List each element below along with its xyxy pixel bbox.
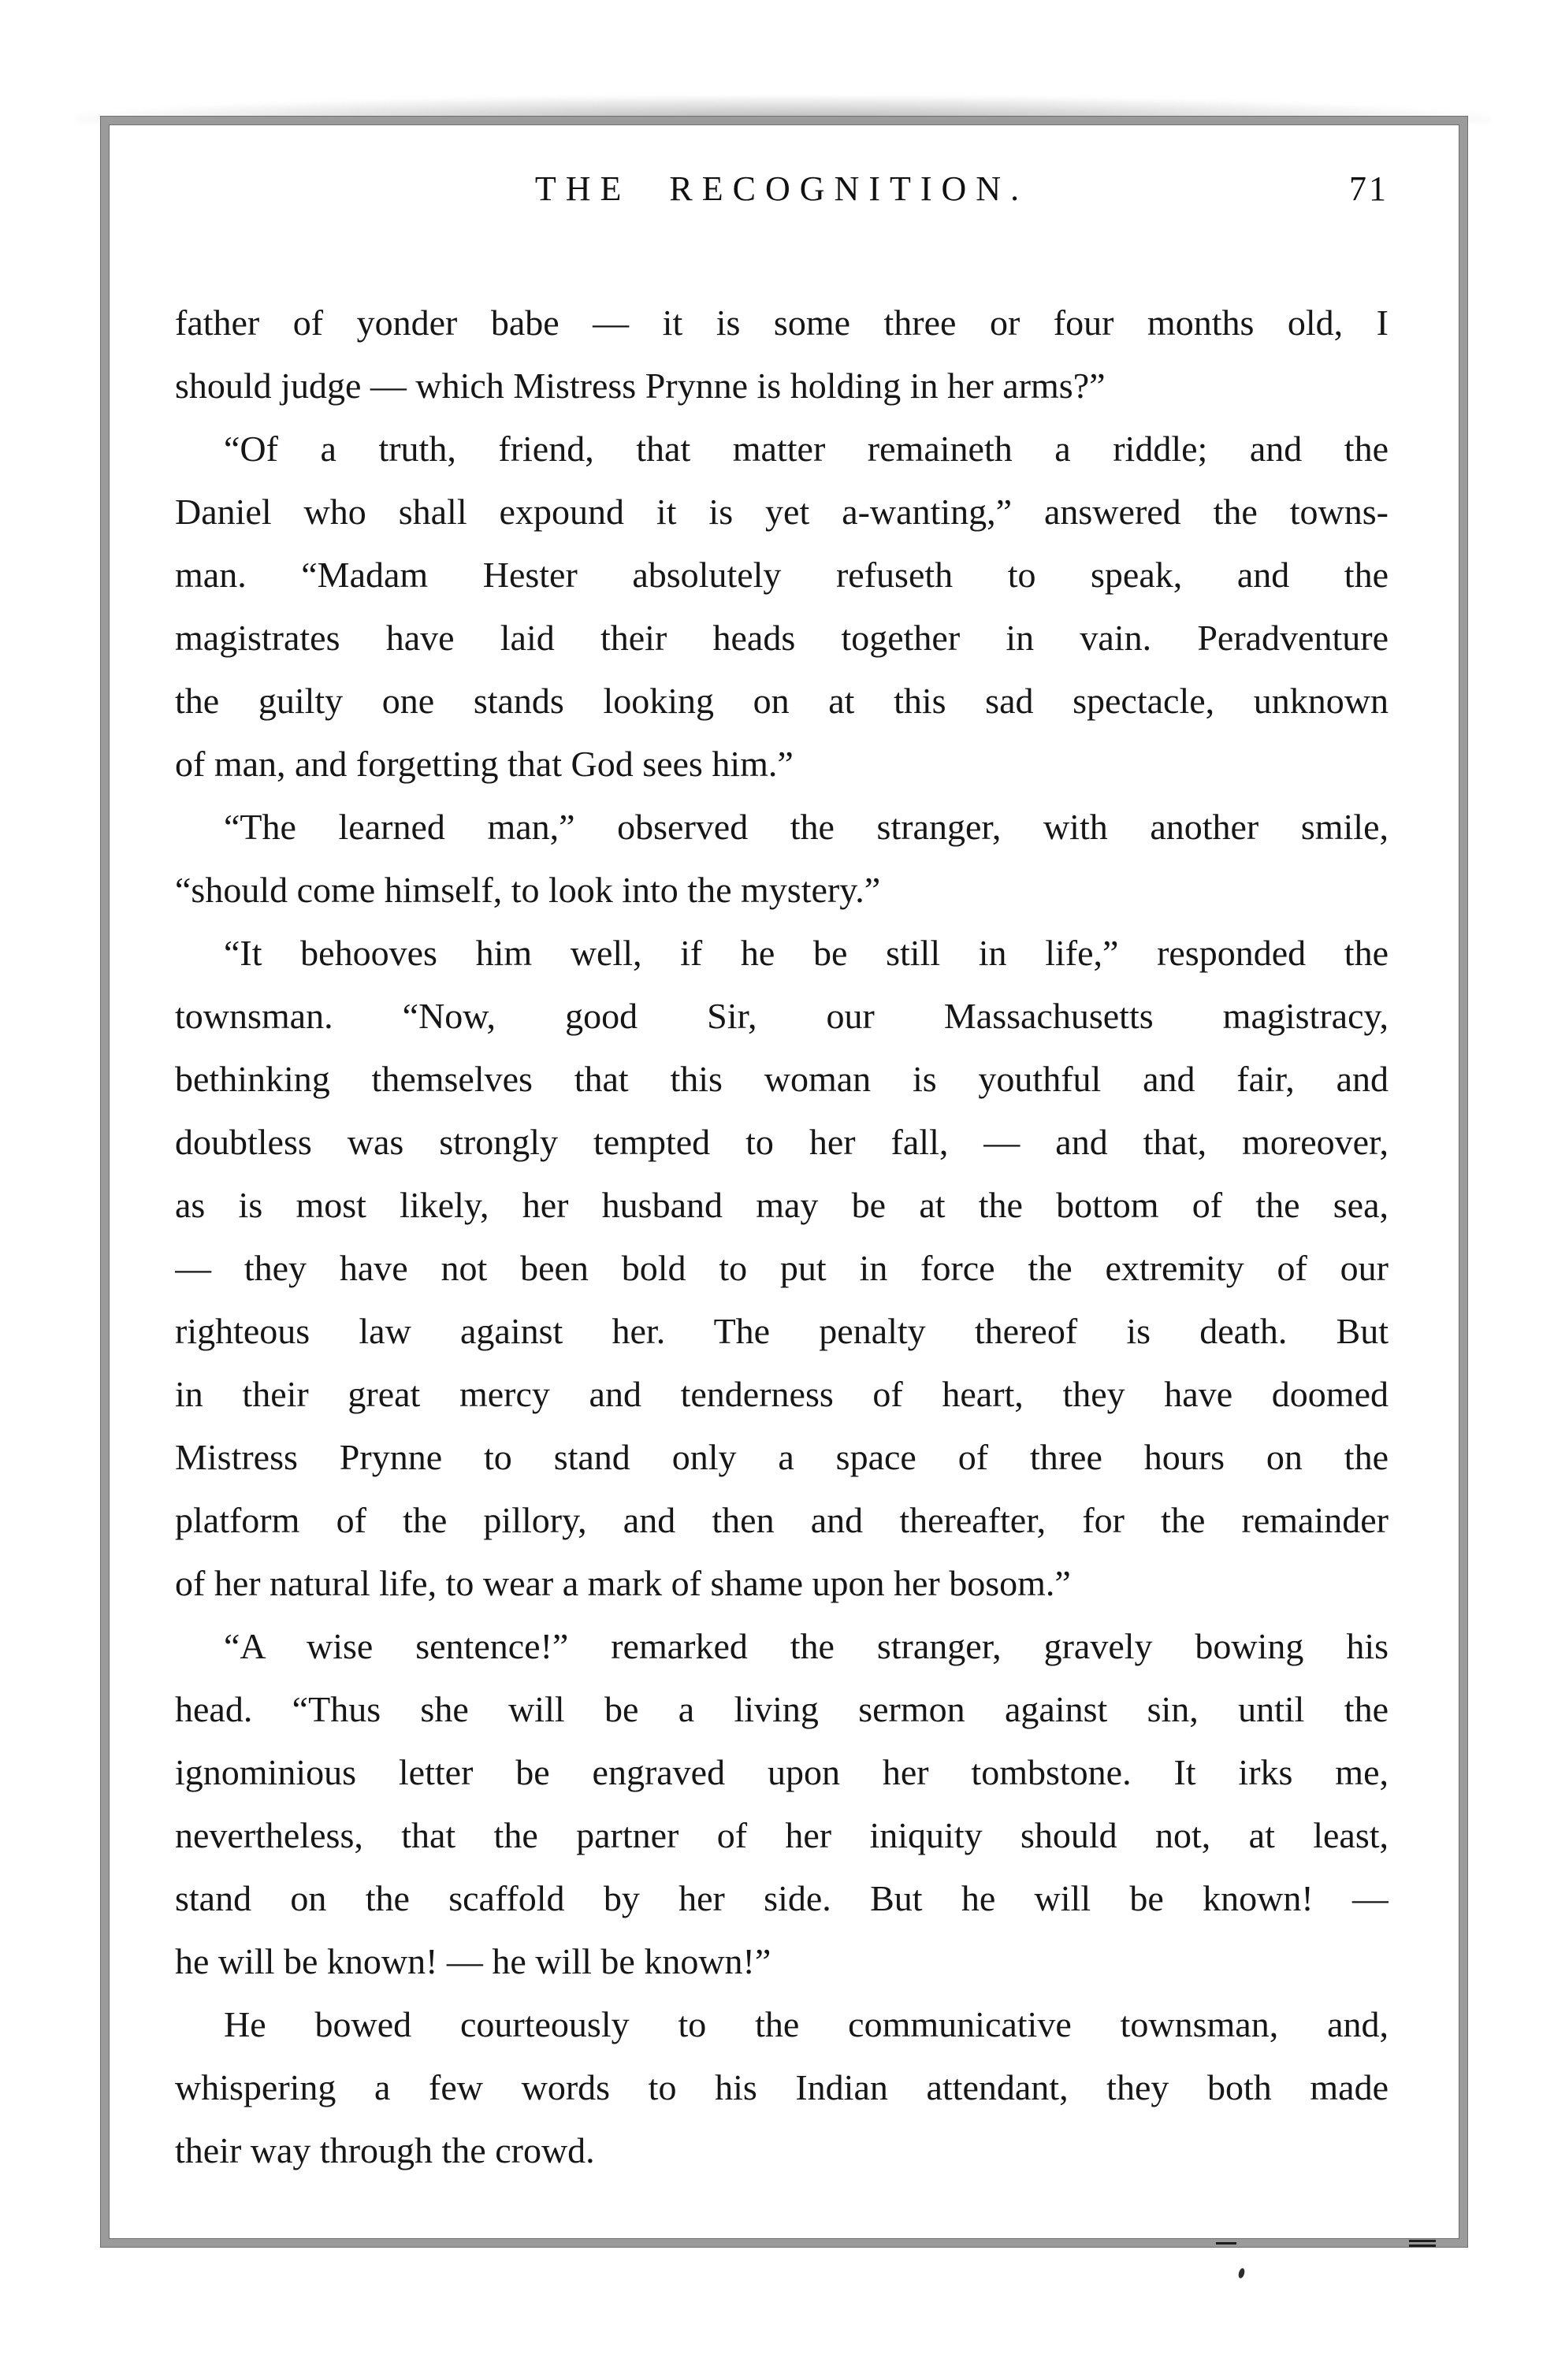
text-line: should judge — which Mistress Prynne is holding in her arms?” — [175, 366, 1106, 406]
page-frame — [101, 117, 1467, 2247]
paragraph — [175, 1993, 1389, 2182]
text-line: “A wise sentence!” remarked the stranger, gravely bowing his — [224, 1626, 1389, 1666]
paragraph — [175, 1615, 1389, 1993]
text-line: the guilty one stands looking on at this sad spectacle, unknown — [175, 681, 1389, 721]
text-line: he will be known! — he will be known!” — [175, 1941, 771, 1981]
text-line: Daniel who shall expound it is yet a-wanting,” answered the towns- — [175, 492, 1389, 532]
scan-artifact-dash — [1409, 2240, 1436, 2242]
page-header — [175, 165, 1389, 213]
text-line: righteous law against her. The penalty thereof is death. But — [175, 1311, 1389, 1351]
body-text — [175, 291, 1389, 2182]
running-title: THE RECOGNITION. — [534, 169, 1029, 208]
text-line: head. “Thus she will be a living sermon against sin, until the — [175, 1689, 1389, 1729]
text-line: “It behooves him well, if he be still in life,” responded the — [224, 933, 1389, 973]
text-line: Mistress Prynne to stand only a space of three hours on the — [175, 1437, 1389, 1477]
text-line: townsman. “Now, good Sir, our Massachusetts magistracy, — [175, 996, 1389, 1036]
text-line: as is most likely, her husband may be at the bottom of the sea, — [175, 1185, 1389, 1225]
ink-speck — [1237, 2267, 1245, 2278]
text-line: “The learned man,” observed the stranger, with another smile, — [224, 807, 1389, 847]
paragraph — [175, 418, 1389, 796]
text-line: ignominious letter be engraved upon her tombstone. It irks me, — [175, 1752, 1389, 1792]
text-line: platform of the pillory, and then and thereafter, for the remainder — [175, 1500, 1389, 1540]
text-line: of man, and forgetting that God sees him.” — [175, 744, 794, 784]
page-number: 71 — [1349, 169, 1389, 208]
text-line: — they have not been bold to put in force the extremity of our — [175, 1248, 1389, 1288]
text-line: in their great mercy and tenderness of heart, they have doomed — [175, 1374, 1389, 1414]
text-line: doubtless was strongly tempted to her fall, — and that, moreover, — [175, 1122, 1389, 1162]
text-line: nevertheless, that the partner of her iniquity should not, at least, — [175, 1815, 1389, 1855]
paragraph — [175, 922, 1389, 1615]
scan-artifact-dash — [1216, 2242, 1236, 2244]
text-line: stand on the scaffold by her side. But he will be known! — — [175, 1878, 1389, 1918]
text-line: He bowed courteously to the communicative townsman, and, — [224, 2004, 1389, 2044]
text-line: father of yonder babe — it is some three or four months old, I — [175, 303, 1389, 343]
paragraph — [175, 291, 1389, 418]
text-line: man. “Madam Hester absolutely refuseth to speak, and the — [175, 555, 1389, 595]
text-line: “Of a truth, friend, that matter remaineth a riddle; and the — [224, 429, 1389, 469]
text-line: of her natural life, to wear a mark of shame upon her bosom.” — [175, 1563, 1071, 1603]
text-line: their way through the crowd. — [175, 2130, 595, 2170]
paragraph — [175, 796, 1389, 922]
text-line: bethinking themselves that this woman is youthful and fair, and — [175, 1059, 1389, 1099]
text-line: magistrates have laid their heads together in vain. Peradventure — [175, 618, 1389, 658]
text-line: whispering a few words to his Indian attendant, they both made — [175, 2067, 1389, 2107]
text-line: “should come himself, to look into the mystery.” — [175, 870, 881, 910]
